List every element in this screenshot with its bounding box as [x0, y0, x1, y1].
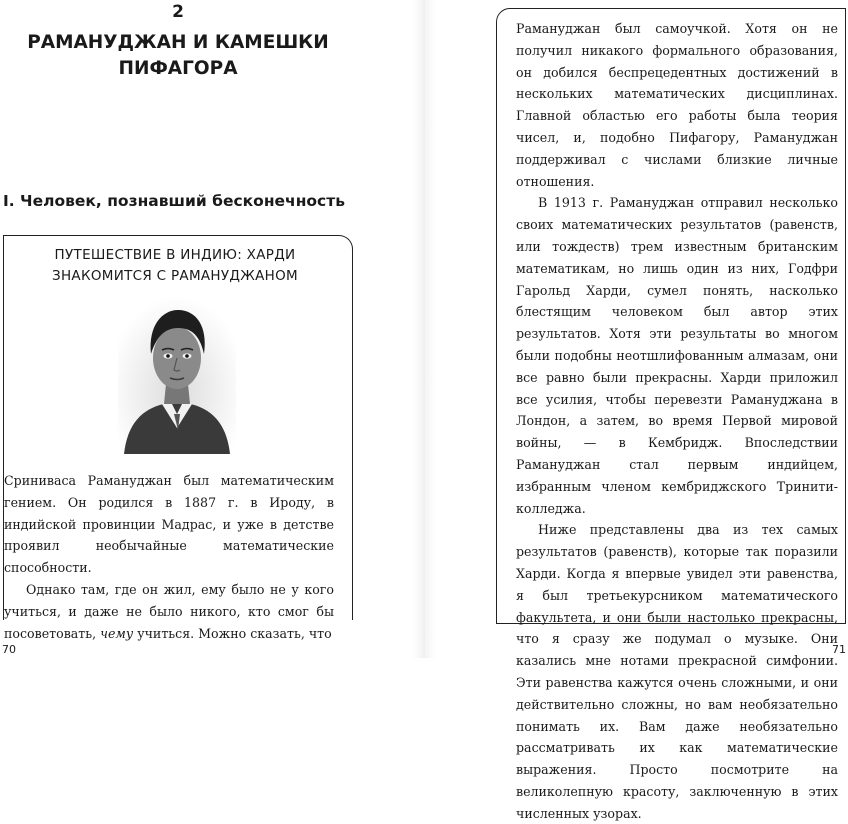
text-run: учиться. Можно сказать, что [133, 625, 332, 641]
ramanujan-portrait [118, 296, 236, 454]
paragraph [4, 579, 334, 644]
paragraph: Сриниваса Рамануджан был математическим гением. Он родился в 1887 г. в Ироду, в индийской провинции Мадрас, и уже в детстве проявил необычайные математические способности. [4, 473, 334, 576]
chapter-title-line: ПИФАГОРА [118, 58, 238, 79]
section-heading: I. Человек, познавший бесконечность [3, 192, 346, 210]
chapter-number: 2 [172, 2, 184, 22]
paragraph: Ниже представлены два из тех самых результатов (равенств), которые так поразили Харди. Когда я впервые увидел эти равенства, я был третьекурсником математического факультета, и они были настолько прекрасны, что я сразу же подумал о музыке. Они казались мне нотами прекрасной симфонии. Эти равенства кажутся очень сложными, и они действительно сложны, но вам необязательно понимать их. Вам даже необязательно рассматривать их как математические выражения. Просто посмотрите на великолепную красоту, заключенную в этих численных узорах. [516, 522, 838, 821]
page-number: 71 [832, 643, 846, 656]
paragraph: Рамануджан был самоучкой. Хотя он не получил никакого формального образования, он добился беспрецедентных достижений в нескольких математических дисциплинах. Главной областью его работы была теория чисел, и, подобно Пифагору, Рамануджан поддерживал с числами близкие личные отношения. [516, 21, 838, 189]
page-number: 70 [2, 643, 16, 656]
book-gutter [412, 0, 436, 658]
sidebar-box-title [0, 245, 350, 287]
paragraph: В 1913 г. Рамануджан отправил несколько своих математических результатов (равенств, или тождеств) трем известным британским математикам, но лишь один из них, Годфри Гарольд Харди, сумел понять, насколько блестящим человеком был автор этих результатов. Хотя эти результаты во многом были подобны неотшлифованным алмазам, они все равно были прекрасны. Харди приложил все усилия, чтобы перевезти Рамануджана в Лондон, а затем, во время Первой мировой войны, — в Кембридж. Впоследствии Рамануджан стал первым индийцем, избранным членом кембриджского Тринити-колледжа. [516, 195, 838, 516]
chapter-title-line: РАМАНУДЖАН И КАМЕШКИ [27, 32, 329, 53]
left-page [0, 0, 412, 658]
text-run: Однако там, где он жил, ему было не у кого учиться, и даже не было никого, кто смог бы посоветовать, [4, 581, 334, 641]
sidebar-body-text [4, 470, 334, 644]
sidebar-title-line: ПУТЕШЕСТВИЕ В ИНДИЮ: ХАРДИ [54, 247, 296, 263]
emphasis-text: чему [100, 625, 134, 641]
sidebar-body-text [516, 18, 838, 824]
right-page [436, 0, 848, 821]
sidebar-title-line: ЗНАКОМИТСЯ С РАМАНУДЖАНОМ [52, 268, 298, 284]
chapter-title [0, 30, 356, 82]
